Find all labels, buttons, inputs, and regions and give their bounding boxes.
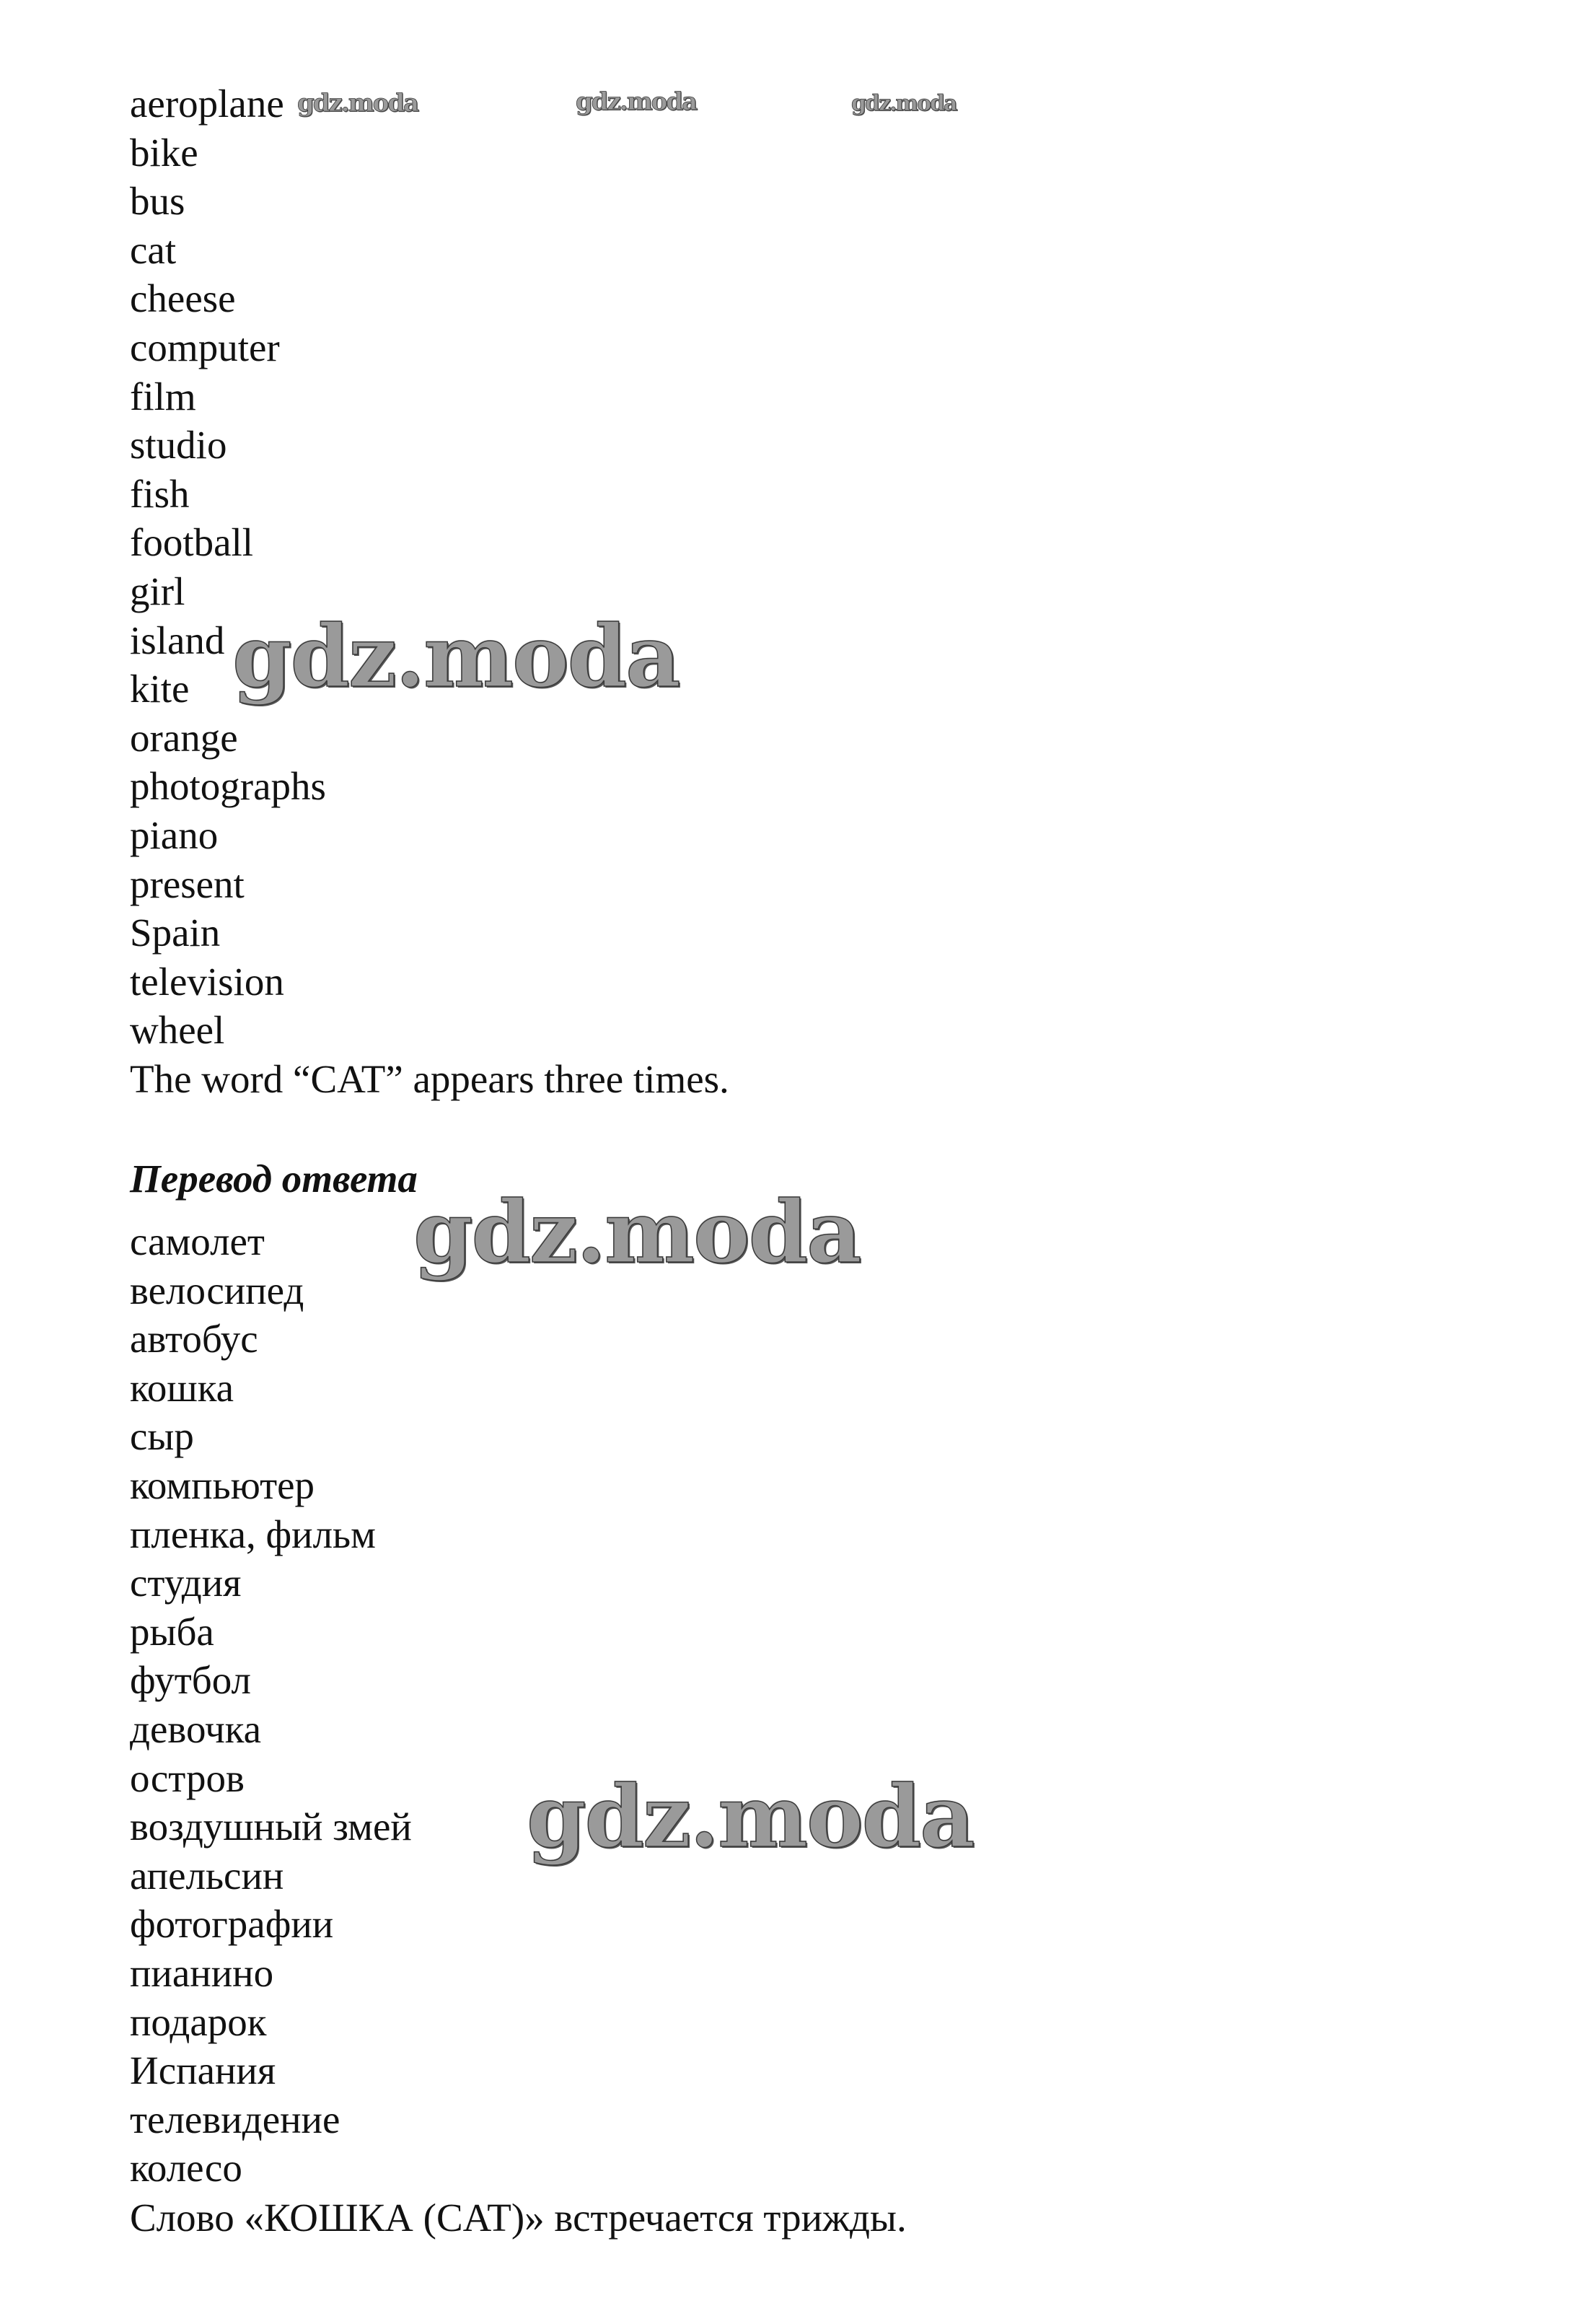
watermark-logo: gdz.moda xyxy=(232,606,680,706)
list-item: велосипед xyxy=(130,1268,304,1312)
list-item: studio xyxy=(130,423,227,468)
list-item: телевидение xyxy=(130,2097,340,2141)
watermark-logo: gdz.moda xyxy=(851,91,957,116)
russian-word-list xyxy=(130,1217,412,2193)
list-item: Испания xyxy=(130,2048,276,2093)
list-item: колесо xyxy=(130,2146,242,2191)
russian-summary-sentence: Слово «КОШКА (CAT)» встречается трижды. xyxy=(130,2196,907,2240)
list-item: остров xyxy=(130,1755,245,1800)
list-item: piano xyxy=(130,812,219,857)
list-item: фотографии xyxy=(130,1902,334,1947)
list-item: подарок xyxy=(130,1999,267,2044)
list-item: кошка xyxy=(130,1365,234,1410)
watermark-logo: gdz.moda xyxy=(527,1766,974,1867)
list-item: computer xyxy=(130,325,280,369)
list-item: пианино xyxy=(130,1950,274,1995)
list-item: Spain xyxy=(130,911,221,955)
list-item: студия xyxy=(130,1561,242,1605)
list-item: воздушный змей xyxy=(130,1805,412,1849)
list-item: fish xyxy=(130,471,190,516)
list-item: девочка xyxy=(130,1706,262,1751)
list-item: aeroplane xyxy=(130,82,284,126)
list-item: island xyxy=(130,618,225,662)
list-item: рыба xyxy=(130,1609,214,1654)
list-item: пленка, фильм xyxy=(130,1512,376,1556)
list-item: film xyxy=(130,374,196,418)
watermark-logo: gdz.moda xyxy=(413,1182,861,1282)
list-item: bus xyxy=(130,179,185,224)
list-item: present xyxy=(130,861,245,906)
list-item: самолет xyxy=(130,1219,265,1263)
list-item: photographs xyxy=(130,764,326,809)
watermark-logo: gdz.moda xyxy=(576,87,697,116)
list-item: girl xyxy=(130,569,185,613)
list-item: сыр xyxy=(130,1414,194,1459)
english-word-list xyxy=(130,79,326,1055)
list-item: orange xyxy=(130,715,238,760)
list-item: football xyxy=(130,520,254,565)
list-item: автобус xyxy=(130,1317,258,1361)
list-item: television xyxy=(130,959,284,1004)
list-item: bike xyxy=(130,130,198,175)
list-item: wheel xyxy=(130,1008,225,1053)
watermark-logo: gdz.moda xyxy=(297,89,418,118)
list-item: компьютер xyxy=(130,1463,315,1507)
list-item: kite xyxy=(130,667,190,711)
list-item: cat xyxy=(130,227,177,272)
list-item: футбол xyxy=(130,1658,252,1703)
list-item: cheese xyxy=(130,276,236,321)
english-summary-sentence: The word “CAT” appears three times. xyxy=(130,1057,729,1101)
translation-heading: Перевод ответа xyxy=(130,1157,418,1201)
list-item: апельсин xyxy=(130,1853,284,1898)
